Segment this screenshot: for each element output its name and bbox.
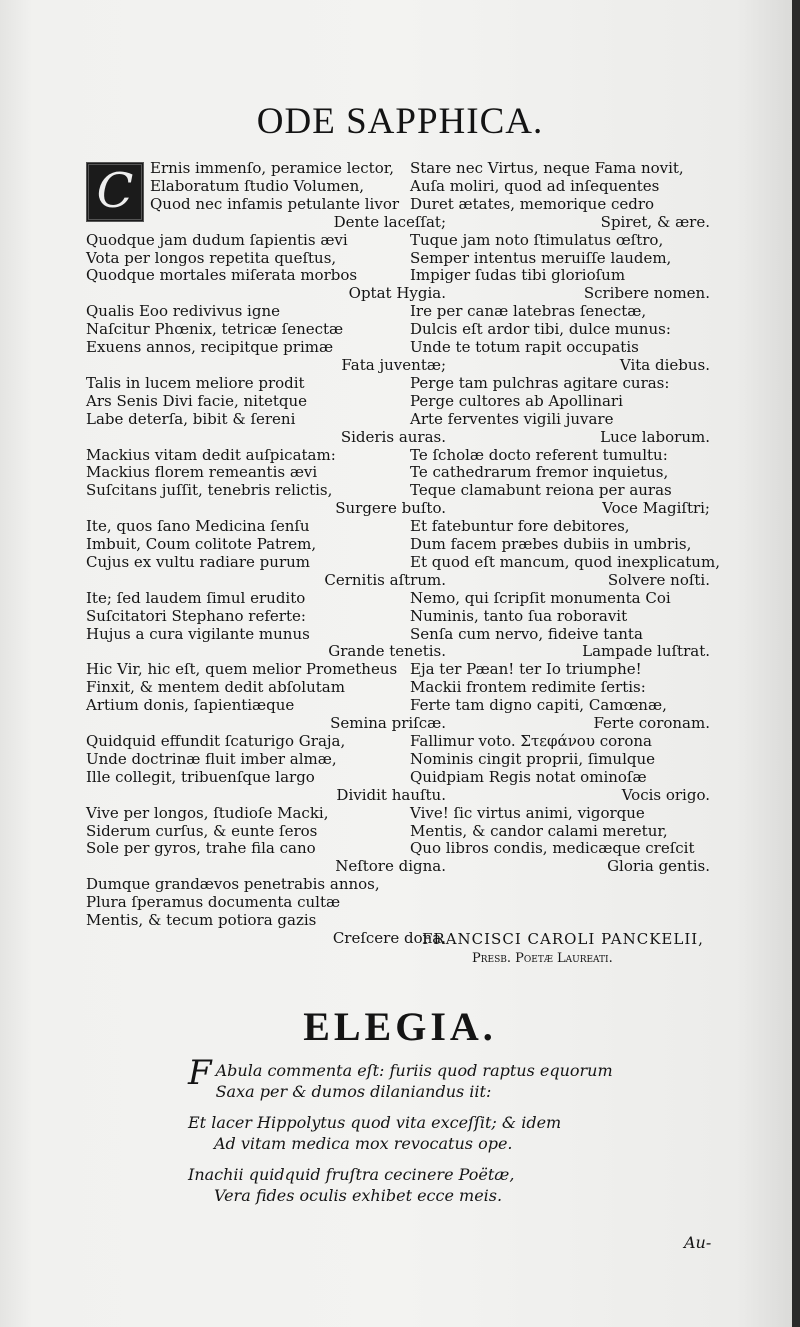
- verse-line: Arte ferventes vigili juvare: [410, 409, 614, 428]
- elegia-line: Et lacer Hippolytus quod vita exceſſit; & idem: [188, 1113, 562, 1132]
- verse-line: Semina priſcæ.: [330, 714, 446, 733]
- verse-line: Mentis, & tecum potiora gazis: [86, 911, 317, 930]
- verse-line: Mackius florem remeantis ævi: [86, 463, 318, 482]
- verse-line: Hujus a cura vigilante munus: [86, 624, 310, 643]
- verse-line: Optat Hygia.: [348, 284, 446, 303]
- verse-line: Ferte coronam.: [593, 714, 710, 733]
- verse-line: Quodque jam dudum ſapientis ævi: [86, 230, 348, 249]
- verse-line: Solvere noſti.: [607, 570, 710, 589]
- verse-line: Dividit hauſtu.: [336, 785, 446, 804]
- verse-line: Mentis, & candor calami meretur,: [410, 821, 668, 840]
- verse-line: Quo libros condis, medicæque creſcit: [410, 839, 695, 858]
- verse-line: Sideris auras.: [340, 427, 446, 446]
- verse-line: Te ſcholæ docto referent tumultu:: [410, 445, 668, 464]
- verse-line: Cujus ex vultu radiare purum: [86, 552, 310, 571]
- verse-line: Ferte tam digno capiti, Camœnæ,: [410, 696, 667, 715]
- verse-line: Dente laceſſat;: [333, 212, 446, 231]
- verse-line: Surgere buſto.: [335, 499, 446, 518]
- verse-line: Dum facem præbes dubiis in umbris,: [410, 535, 692, 554]
- verse-line: Finxit, & mentem dedit abſolutam: [86, 678, 345, 697]
- verse-line: Vota per longos repetita queſtus,: [86, 248, 337, 267]
- verse-line: Eja ter Pæan! ter Io triumphe!: [410, 660, 642, 679]
- verse-line: Ite; ſed laudem ſimul erudito: [86, 588, 306, 607]
- verse-line: Perge tam pulchras agitare curas:: [410, 373, 670, 392]
- verse-line: Labe deterſa, bibit & ſereni: [86, 409, 296, 428]
- verse-line: Vocis origo.: [621, 785, 710, 804]
- verse-line: Cernitis aſtrum.: [324, 570, 446, 589]
- verse-line: Mackii frontem redimite ſertis:: [410, 678, 646, 697]
- author-title: Presb. Poetæ Laureati.: [472, 951, 613, 966]
- verse-line: Stare nec Virtus, neque Fama novit,: [410, 159, 684, 177]
- verse-line: Sole per gyros, trahe fila cano: [86, 839, 316, 858]
- verse-line: Voce Magiſtri;: [602, 499, 710, 518]
- verse-line: Impiger ſudas tibi glorioſum: [410, 266, 626, 285]
- verse-line: Qualis Eoo redivivus igne: [86, 302, 280, 321]
- verse-line: Unde doctrinæ fluit imber almæ,: [86, 749, 337, 768]
- verse-line: Mackius vitam dedit auſpicatam:: [86, 445, 336, 464]
- verse-line: Creſcere dona.: [332, 928, 446, 947]
- verse-line: Te cathedrarum fremor inquietus,: [410, 463, 669, 482]
- verse-line: Quidquid effundit ſcaturigo Graja,: [86, 732, 346, 750]
- verse-line: Artium donis, ſapientiæque: [86, 696, 295, 715]
- elegia-line: Abula commenta eſt: furiis quod raptus equorum: [215, 1061, 613, 1080]
- verse-line: Talis in lucem meliore prodit: [86, 373, 305, 392]
- elegia-verses: [188, 1053, 613, 1206]
- verse-line: Quidpiam Regis notat ominoſæ: [410, 767, 647, 786]
- verse-line: Plura ſperamus documenta cultæ: [86, 893, 341, 912]
- verse-line: Auſa moliri, quod ad inſequentes: [410, 176, 660, 195]
- verse-line: Grande tenetis.: [328, 642, 446, 661]
- verse-line: Duret ætates, memorique cedro: [410, 194, 655, 213]
- ode-right-column: [410, 159, 720, 876]
- verse-line: Elaboratum ſtudio Volumen,: [150, 176, 365, 195]
- verse-line: Quodque mortales miſerata morbos: [86, 266, 358, 285]
- verse-line: Dulcis eſt ardor tibi, dulce munus:: [410, 320, 671, 339]
- verse-line: Suſcitatori Stephano referte:: [86, 606, 306, 625]
- verse-line: Ire per canæ latebras ſenectæ,: [410, 302, 647, 321]
- verse-line: Quod nec infamis petulante livor: [150, 194, 400, 213]
- ode-title: ODE SAPPHICA.: [256, 101, 544, 142]
- catchword: Au-: [684, 1233, 712, 1252]
- verse-line: Gloria gentis.: [607, 857, 710, 876]
- verse-line: Numinis, tanto ſua roboravit: [410, 606, 628, 625]
- verse-line: Suſcitans juſſit, tenebris relictis,: [86, 481, 333, 500]
- verse-line: Ernis immenſo, peramice lector,: [150, 159, 395, 177]
- page-edge-shadow: [792, 0, 800, 1327]
- verse-line: Et fatebuntur fore debitores,: [410, 517, 630, 536]
- verse-line: Senſa cum nervo, fideive tanta: [410, 624, 643, 643]
- verse-line: Vita diebus.: [619, 355, 710, 374]
- verse-line: Et quod eſt mancum, quod inexplicatum,: [410, 552, 720, 571]
- verse-line: Dumque grandævos penetrabis annos,: [86, 875, 380, 894]
- elegia-line: Saxa per & dumos dilaniandus iit:: [215, 1082, 492, 1101]
- verse-line: Neſtore digna.: [335, 857, 446, 876]
- verse-line: Fata juventæ;: [341, 355, 446, 374]
- author-signature: [422, 930, 704, 968]
- elegia-line: Ad vitam medica mox revocatus ope.: [214, 1134, 513, 1153]
- elegia-title: ELEGIA.: [303, 1004, 497, 1049]
- ode-left-column: [86, 160, 446, 948]
- verse-line: Teque clamabunt reiona per auras: [410, 481, 672, 500]
- elegia-initial: F: [188, 1053, 212, 1093]
- verse-line: Unde te totum rapit occupatis: [410, 338, 639, 357]
- decorative-initial-c: C: [86, 162, 144, 222]
- verse-line: Vive per longos, ſtudioſe Macki,: [86, 803, 329, 822]
- verse-line: Hic Vir, hic eſt, quem melior Prometheus: [86, 660, 398, 679]
- verse-line: Perge cultores ab Apollinari: [410, 391, 623, 410]
- verse-line: Semper intentus meruiſſe laudem,: [410, 248, 672, 267]
- verse-line: Vive! ſic virtus animi, vigorque: [410, 803, 645, 822]
- verse-line: Luce laborum.: [600, 427, 710, 446]
- verse-line: Naſcitur Phœnix, tetricæ ſenectæ: [86, 320, 344, 339]
- verse-line: Fallimur voto. Στεφάνου corona: [410, 732, 652, 750]
- verse-line: Siderum curſus, & eunte ſeros: [86, 821, 318, 840]
- elegia-line: Vera fides oculis exhibet ecce meis.: [214, 1186, 503, 1205]
- verse-line: Ite, quos ſano Medicina ſenſu: [86, 517, 310, 536]
- verse-line: Lampade luſtrat.: [582, 642, 710, 661]
- verse-line: Scribere nomen.: [583, 284, 710, 303]
- verse-line: Ille collegit, tribuenſque largo: [86, 767, 315, 786]
- verse-line: Tuque jam noto ſtimulatus œſtro,: [410, 230, 664, 249]
- verse-line: Ars Senis Divi facie, nitetque: [86, 391, 308, 410]
- verse-line: Imbuit, Coum colitote Patrem,: [86, 535, 317, 554]
- verse-line: Nemo, qui ſcripſit monumenta Coi: [410, 588, 671, 607]
- author-name: FRANCISCI CAROLI PANCKELII,: [422, 930, 704, 948]
- verse-line: Spiret, & ære.: [600, 212, 710, 231]
- verse-line: Nominis cingit proprii, ſimulque: [410, 749, 656, 768]
- verse-line: Exuens annos, recipitque primæ: [86, 338, 334, 357]
- elegia-line: Inachii quidquid fruſtra cecinere Poëtæ,: [188, 1165, 515, 1184]
